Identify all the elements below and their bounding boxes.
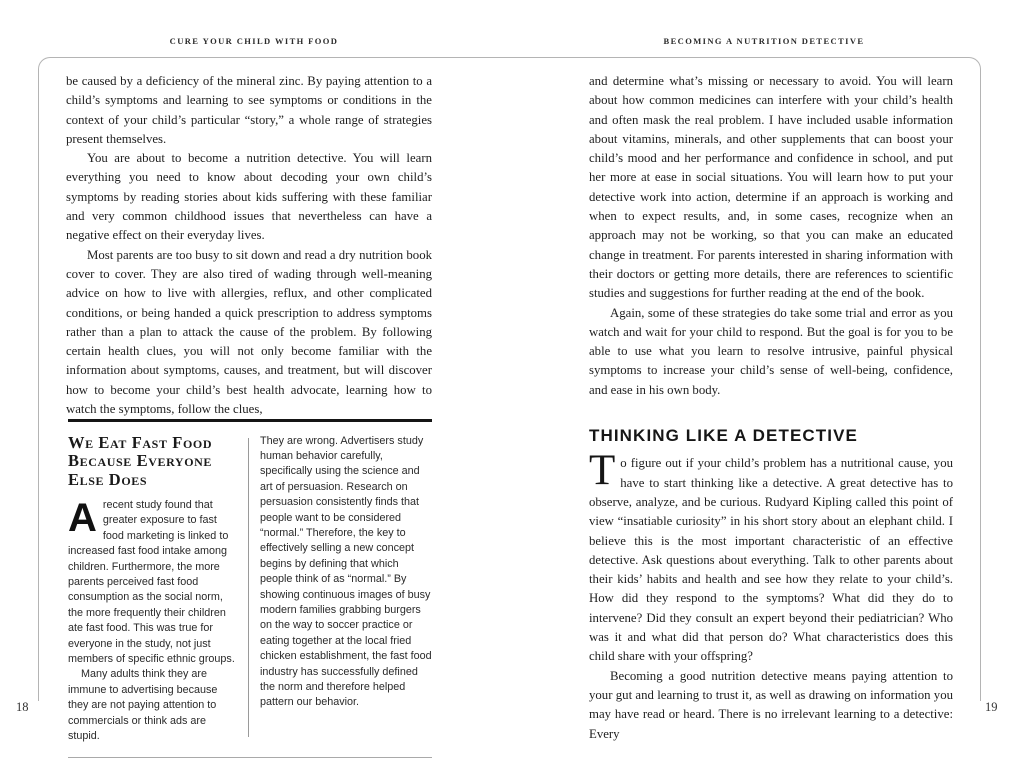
left-page-body — [66, 72, 432, 419]
sidebar-title: We Eat Fast Food Because Everyone Else Does — [68, 432, 213, 489]
sidebar-box — [68, 419, 432, 758]
section-heading: THINKING LIKE A DETECTIVE — [589, 426, 858, 446]
sidebar-paragraph: Many adults think they are immune to advertising because they are not paying attention to commercials or think ads are stupid. — [68, 668, 218, 743]
paragraph: Again, some of these strategies do take some trial and error as you watch and wait for your child to respond. But the goal is for you to be able to use what you learn to resolve intrusive, painful physical symptoms to increase your child’s sense of well-being, confidence, and ease in his own body. — [589, 305, 953, 397]
running-head-left: CURE YOUR CHILD WITH FOOD — [169, 36, 339, 46]
sidebar-paragraph: They are wrong. Advertisers study human behavior carefully, specifically using the science and art of persuasion. Research on persuasion consistently finds that people want to be considered “normal.” Therefore, the key to effectively selling a new concept begins by defining that which people think of as “normal.” By showing continuous images of busy modern families grabbing burgers on the way to soccer practice or eating together at the local fried chicken establishment, the fast food industry has successfully defined the norm and therefore helped pattern our behavior. — [260, 434, 432, 709]
paragraph: Becoming a good nutrition detective means paying attention to your gut and learning to trust it, as well as drawing on information you may have read or heard. There is no irrelevant learning to a detective: Every — [589, 668, 953, 741]
page-number-right: 19 — [985, 700, 998, 714]
paragraph: and determine what’s missing or necessary to avoid. You will learn about how common medicines can interfere with your child’s health and often mask the real problem. I have included usable information about vitamins, minerals, and other supplements that can boost your child’s mood and her performance and confidence in school, and put her more at ease in social situations. You will learn how to put your detective work into action, determine if an approach is working and when to expect results, and, in some cases, recognize when an approach may not be working, so that you can make an educated change in treatment. For parents interested in sharing information with their doctors or getting more details, there are references to scientific studies and suggestions for further reading at the end of the book. — [589, 74, 953, 301]
sidebar-top-rule — [68, 419, 432, 422]
sidebar-column-2 — [260, 434, 432, 745]
right-page-body — [589, 72, 953, 744]
page-number-left: 18 — [16, 700, 29, 714]
paragraph: To figure out if your child’s problem has a nutritional cause, you have to start thinking like a detective. A great detective has to observe, analyze, and be curious. Rudyard Kipling called this point of view “insatiable curiosity” in his short story about an elephant child. I believe this is the most important characteristic of an effective detective. Ask questions about everything. Talk to other parents about their kids’ habits and health and see how they relate to your child’s. How did they respond to the symptoms? What did they do to intervene? Did they consult an expert beyond their pediatrician? Who was it and what did that person do? What characteristics does this child share with your offspring? — [589, 447, 953, 664]
paragraph: be caused by a deficiency of the mineral zinc. By paying attention to a child’s symptoms and learning to see symptoms or conditions in the context of your child’s particular “story,” a whole range of strategies present themselves. — [66, 74, 432, 146]
sidebar-bottom-rule — [68, 757, 432, 758]
running-head-right: BECOMING A NUTRITION DETECTIVE — [663, 36, 865, 46]
paragraph: Most parents are too busy to sit down and read a dry nutrition book cover to cover. They are also tired of wading through well-meaning advice on how to live with allergies, reflux, and other complicated conditions, or being handed a quick prescription to address symptoms rather than a plan to attack the cause of the problem. By following certain health clues, you will not only become familiar with the information about symptoms, causes, and treatment, but will discover how to become your child’s best health advocate, learning how to watch the symptoms, follow the clues, — [66, 247, 432, 417]
sidebar-column-1 — [68, 434, 238, 745]
paragraph: You are about to become a nutrition detective. You will learn everything you need to know about decoding your own child’s symptoms by reading stories about kids suffering with these familiar and very common childhood issues that nevertheless can have a negative effect on their everyday lives. — [66, 151, 432, 243]
dropcap-letter: T — [589, 447, 616, 495]
sidebar-paragraph: Arecent study found that greater exposure to fast food marketing is linked to increased fast food intake among children. Furthermore, the more parents perceived fast food consumption as the social norm, the more frequently their children ate fast food. This was true for everyone in the study, not just members of specific ethnic groups. — [68, 496, 235, 666]
sidebar-column-divider — [248, 438, 249, 737]
dropcap-letter: A — [68, 496, 97, 540]
